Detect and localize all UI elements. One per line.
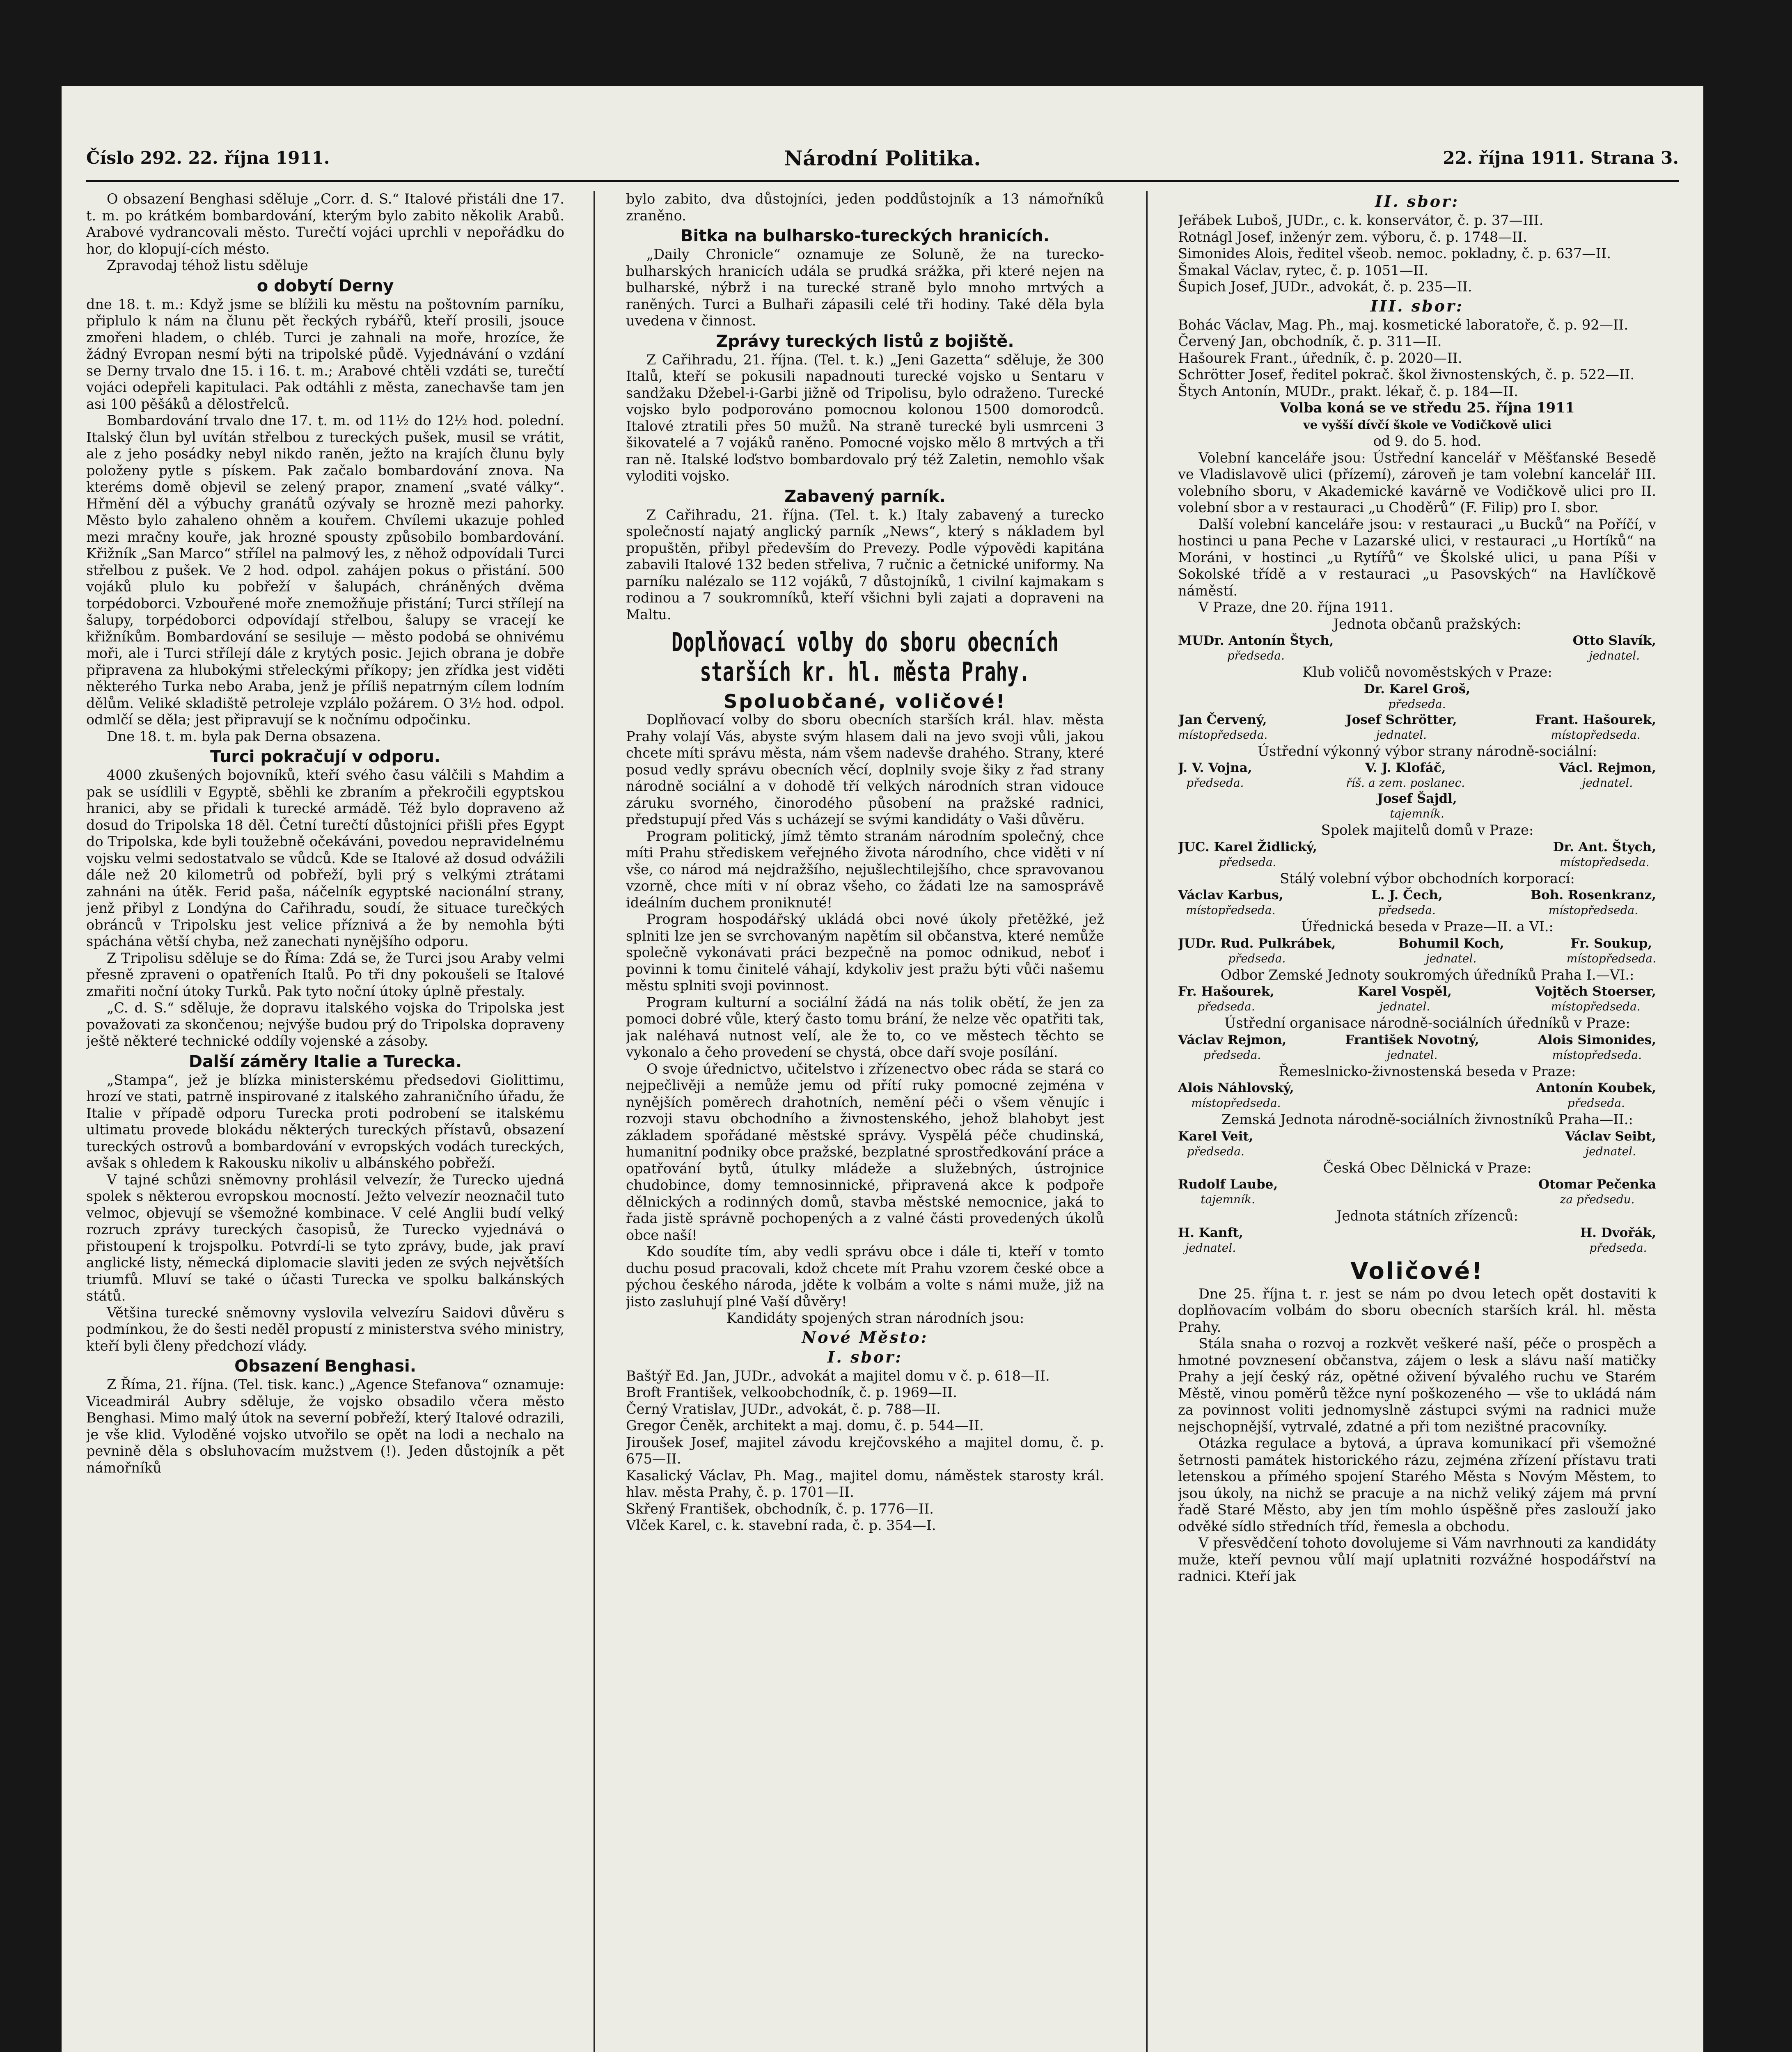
candidate: Šmakal Václav, rytec, č. p. 1051—II.: [1178, 262, 1429, 278]
paragraph: Program politický, jímž těmto stranám národním společný, chce míti Prahu střediskem veřejného života národního, chce viděti v ní vše, co národ má nejdražšího, nejušlechtilejšího, chce spravovanou vzorně, chce míti v ní obraz všeho, co žádati lze na samosprávě ideálním duchem proniknuté!: [626, 828, 1104, 911]
candidate: Simonides Alois, ředitel všeob. nemoc. pokladny, č. p. 637—II.: [1178, 245, 1611, 261]
paragraph: Kandidáty spojených stran národních jsou:: [726, 1310, 1024, 1326]
signatures: [1178, 633, 1656, 663]
paragraph: Další volební kanceláře jsou: v restauraci „u Bucků“ na Poříčí, v hostinci u pana Peche v Lazarské ulici, v restauraci „u Hortíků“ na Moráni, v hostinci „u Rytířů“ ve Školské ulici, u pana Píši v Sokolské třídě a v restauraci „u Pasovských“ na Havlíčkově náměstí.: [1178, 516, 1656, 599]
org-name: Zemská Jednota národně-sociálních živnostníků Praha—II.:: [1221, 1111, 1633, 1127]
paragraph: bylo zabito, dva důstojníci, jeden poddůstojník a 13 námořníků zraněno.: [626, 191, 1104, 224]
election-hours: od 9. do 5. hod.: [1373, 433, 1482, 449]
signatures: [1178, 1129, 1656, 1159]
paragraph: Většina turecké sněmovny vyslovila velvezíru Saidovi důvěru s podmínkou, že do šesti neděl propustí z ministerstva svého ministry, kteří byli členy předchozí vlády.: [86, 1304, 564, 1354]
heading-zpravy: Zprávy tureckých listů z bojiště.: [716, 332, 1014, 351]
signatory: Otto Slavík, jednatel.: [1572, 633, 1656, 662]
page-number: 22. října 1911. Strana 3.: [1443, 148, 1679, 168]
signatures: [1178, 712, 1656, 742]
paragraph: O svoje úřednictvo, učitelstvo i zřízenectvo obec ráda se stará co nejpečlivěji a nemůže jemu od přítí ruky pomocné zejména v nynějších poměrech drahotních, nemění péči o všem věnujíc i rozvoji stavu obchodního a živnostenského, jehož blahobyt jest základem spořádané městské správy. Vyspělá péče chudinská, humanitní podniky obce pražské, bezplatné sprostředkování práce a opatřování bytů, útulky mládeže a služebných, ústrojnice chudobince, domy temnosinnické, připravená akce k podpoře dělnických a rodinných domů, stavba městské nemocnice, jaká to řada jistě správně pochopených a z valné části provedených úkolů obce naší!: [626, 1060, 1104, 1243]
column-divider: [1146, 191, 1148, 2052]
paragraph: Program hospodářský ukládá obci nové úkoly přetěžké, jež splniti lze jen se svrchovaným napětím sil občanstva, které nemůže společně vykonávati práci bezpečně na pomoc odnikud, neboť i povinni k tomu činitelé váhají, kdykoliv jest pražu býti vůči našemu městu splniti svoji povinnost.: [626, 911, 1104, 994]
paragraph: Doplňovací volby do sboru obecních starších král. hlav. města Prahy volají Vás, abyste svým hlasem dali na jevo svoji vůli, jakou chcete míti správu města, nám všem nadevše drahého. Strany, které posud vedly správu obecních věcí, doplnily svoje šiky z řad strany národně sociální a v dohodě tří velkých národních stran vidouce záruku svorného, činorodého působení na pražské radnici, předstupují před Vás s ucházejí se svými kandidáty o Vaši důvěru.: [626, 712, 1104, 827]
signatory: Otomar Pečenka za předsedu.: [1538, 1177, 1656, 1206]
signatory: Frant. Hašourek, místopředseda.: [1535, 712, 1656, 742]
signatures: [1178, 840, 1656, 870]
org-name: Jednota občanů pražských:: [1333, 616, 1522, 632]
candidate: Černý Vratislav, JUDr., advokát, č. p. 788—II.: [626, 1401, 941, 1417]
org-name: Stálý volební výbor obchodních korporací:: [1280, 870, 1575, 886]
heading-sbor-1: I. sbor:: [827, 1347, 903, 1366]
paragraph: Dne 25. října t. r. jest se nám po dvou letech opět dostaviti k doplňovacím volbám do sboru obecních starších král. hl. města Prahy.: [1178, 1285, 1656, 1335]
candidate: Jiroušek Josef, majitel závodu krejčovského a majitel domu, č. p. 675—II.: [626, 1434, 1104, 1467]
signatory: Jan Červený, místopředseda.: [1178, 712, 1268, 742]
paragraph: Z Tripolisu sděluje se do Říma: Zdá se, že Turci jsou Araby velmi přesně zpraveni o opatřeních Italů. Po tři dny pokoušeli se Italové zmařiti noční útoky Turků. Pak tyto noční útoky úplně přestaly.: [86, 950, 564, 999]
candidate: Jeřábek Luboš, JUDr., c. k. konservátor, č. p. 37—III.: [1178, 212, 1544, 228]
signatory: Václav Karbus, místopředseda.: [1178, 888, 1283, 917]
heading-sbor-3: III. sbor:: [1370, 296, 1464, 315]
signatory: JUDr. Rud. Pulkrábek, předseda.: [1178, 936, 1336, 965]
signatory: František Novotný, jednatel.: [1345, 1032, 1479, 1062]
org-name: Česká Obec Dělnická v Praze:: [1323, 1159, 1532, 1176]
org-name: Jednota státních zřízenců:: [1336, 1208, 1518, 1224]
paragraph: „Stampa“, jež je blízka ministerskému předsedovi Giolittimu, hrozí ve stati, patrně inspirované z italského zahraničního úřadu, že Italie v případě odporu Turecka proti podrobení se italskému ultimatu provede blokádu některých tureckých přístavů, obsazení tureckých ostrovů a bombardování v evropských vodách tureckých, avšak s ohledem k Rakousku nikoliv u albánského pobřeží.: [86, 1072, 564, 1171]
signatory: Fr. Hašourek, předseda.: [1178, 984, 1274, 1013]
column-3: [1178, 191, 1656, 2052]
org-name: Klub voličů novoměstských v Praze:: [1302, 664, 1552, 680]
page-header: [86, 148, 1679, 181]
signatures: [1178, 936, 1656, 966]
candidate: Rotnágl Josef, inženýr zem. výboru, č. p. 1748—II.: [1178, 229, 1527, 245]
signatory: Václav Seibt, jednatel.: [1565, 1129, 1656, 1158]
header-rule: [86, 180, 1679, 182]
paragraph: V přesvědčení tohoto dovolujeme si Vám navrhnouti za kandidáty muže, kteří pevnou vůlí mají uplatniti rozvážné hospodářství na radnici. Kteří jak: [1178, 1535, 1656, 1584]
paragraph: Z Cařihradu, 21. října. (Tel. t. k.) Italy zabavený a turecko společností najatý anglický parník „News“, který s nákladem byl propuštěn, přibyl především do Prevezy. Podle výpovědi kapitána zabavili Italové 132 beden střeliva, 7 ručnic a četnické uniformy. Na parníku nalézalo se 112 vojáků, 7 důstojníků, 1 civilní kajmakam s rodinou a 7 soukromníků, kteří všichni byli zajati a dopraveni na Maltu.: [626, 506, 1104, 623]
paragraph: Dne 18. t. m. byla pak Derna obsazena.: [107, 728, 381, 744]
candidate: Štych Antonín, MUDr., prakt. lékař, č. p. 184—II.: [1178, 383, 1518, 399]
heading-sbor-2: II. sbor:: [1375, 192, 1460, 211]
org-name: Ústřední výkonný výbor strany národně-sociální:: [1257, 743, 1597, 759]
heading-zamery: Další záměry Italie a Turecka.: [188, 1052, 462, 1071]
election-date: Volba koná se ve středu 25. října 1911: [1280, 400, 1575, 416]
paragraph: Z Cařihradu, 21. října. (Tel. t. k.) „Jeni Gazetta“ sděluje, že 300 Italů, kteří se pokusili napadnouti turecké vojsko u Sentaru v sandžaku Džebel-i-Garbi jižně od Tripolisu, bylo odraženo. Turecké vojsko bylo podporováno pomocnou kolonou 1500 domorodců. Italové ztratili přes 50 mužů. Na straně turecké byli usmrceni 3 šikovatelé a 7 vojáků raněno. Pomocné vojsko mělo 8 mrtvých a tři ran ně. Italské loďstvo bombardovalo prý též Zaletin, nemohlo však vyloditi vojsko.: [626, 351, 1104, 484]
signatory: Bohumil Koch, jednatel.: [1398, 936, 1504, 965]
signatory: H. Kanft, jednatel.: [1178, 1225, 1243, 1255]
candidate: Broft František, velkoobchodník, č. p. 1969—II.: [626, 1384, 957, 1400]
signatures: [1178, 1033, 1656, 1063]
paragraph: „C. d. S.“ sděluje, že dopravu italského vojska do Tripolska jest považovati za skončenou; nejvýše budou prý do Tripolska dopraveny ještě některé technické oddíly vojenské a zásoby.: [86, 1000, 564, 1049]
signatory: Dr. Ant. Štych, místopředseda.: [1553, 839, 1656, 869]
candidate: Vlček Karel, c. k. stavební rada, č. p. 354—I.: [626, 1517, 936, 1533]
signatory: Václav Rejmon, předseda.: [1178, 1032, 1287, 1062]
signatures: [1178, 760, 1656, 790]
paragraph: 4000 zkušených bojovníků, kteří svého času válčili s Mahdim a pak se usídlili v Egyptě, sběhli ke zbraním a překročili egyptskou hranici, aby se přidali k turecké armádě. Též bylo dopraveno až dosud do Tripolska 18 děl. Četní turečtí důstojníci přišli přes Egypt do Tripolska, kde byli toužebně očekáváni, povedou nepravidelnému vojsku velmi sedostatvalo se vůdců. Kde se Italové až dosud odvážili dále než 20 kilometrů od pobřeží, byli prý s velkými ztrátami zahnáni na útěk. Ferid paša, náčelník egyptské nacionální strany, jenž přibyl z Londýna do Cařihradu, soudí, že situace turečkých obránců v Tripolsku jest velice příznivá a že by nemohla býti spáchána větší chyba, než zanechati nynějšího odporu.: [86, 767, 564, 949]
signatory: Fr. Soukup, místopředseda.: [1566, 936, 1656, 965]
paragraph: Program kulturní a sociální žádá na nás tolik obětí, že jen za pomoci dobré vůle, který často tomu brání, že nelze věc opatřiti tak, jak naléhavá nutnost velí, ale že to, co ve městech těchto se vykonalo a čeho provedení se chystá, obce daří svoje posílání.: [626, 994, 1104, 1060]
signatory: Josef Schrötter, jednatel.: [1345, 712, 1457, 742]
heading-nove-mesto: Nové Město:: [802, 1328, 928, 1347]
signatory: L. J. Čech, předseda.: [1371, 888, 1443, 917]
org-name: Odbor Zemské Jednoty soukromých úředníků Praha I.—VI.:: [1220, 966, 1634, 983]
signatory: MUDr. Antonín Štych, předseda.: [1178, 633, 1334, 662]
signatures: [1178, 1177, 1656, 1207]
column-2: [626, 191, 1104, 2052]
org-name: Ústřední organisace národně-sociálních úředníků v Praze:: [1224, 1015, 1630, 1031]
paragraph: Otázka regulace a bytová, a úprava komunikací při všemožné šetrnosti památek historického rázu, zejména zřízení přístavu trati letenskou a přímého spojení Starého Města s Novým Městem, to jsou úkoly, na nichž se pracuje a na nichž veliký zájem má první řadě Staré Město, aby jen tím mohlo úspěšně přes zaslouží jako odvěké sídlo středních tříd, řemesla a obchodu.: [1178, 1435, 1656, 1534]
candidate: Hašourek Frant., úředník, č. p. 2020—II.: [1178, 350, 1462, 366]
signatory: Karel Vospěl, jednatel.: [1358, 984, 1452, 1013]
org-name: Řemeslnicko-živnostenská beseda v Praze:: [1279, 1063, 1576, 1079]
signatures: [1178, 888, 1656, 918]
heading-bitka: Bitka na bulharsko-tureckých hranicích.: [681, 227, 1050, 245]
signatures: [1178, 1225, 1656, 1255]
signatory: Alois Náhlovský, místopředseda.: [1178, 1081, 1294, 1110]
signatures: [1178, 682, 1656, 712]
heading-parnik: Zabavený parník.: [784, 487, 946, 506]
signatory: Karel Veit, předseda.: [1178, 1129, 1253, 1158]
heading-volby: Doplňovací volby do sboru obecních starších kr. hl. města Prahy.: [671, 628, 1059, 687]
signatory: Vojtěch Stoerser, místopředseda.: [1535, 984, 1656, 1013]
signatory: Alois Simonides, místopředseda.: [1538, 1032, 1656, 1062]
paragraph: Volební kanceláře jsou: Ústřední kancelář v Měšťanské Besedě ve Vladislavově ulici (přízemí), zároveň je tam volební kancelář III. volebního sboru, v Akademické kavárně ve Vodičkově ulici pro II. volební sbor a v restauraci „u Choděrů“ (F. Filip) pro I. sbor.: [1178, 449, 1656, 515]
heading-volicove: Voličové!: [1350, 1257, 1484, 1285]
candidate: Šupich Josef, JUDr., advokát, č. p. 235—II.: [1178, 279, 1472, 295]
candidate: Bohác Václav, Mag. Ph., maj. kosmetické laboratoře, č. p. 92—II.: [1178, 316, 1629, 333]
signatory: Antonín Koubek, předseda.: [1536, 1081, 1656, 1110]
candidate: Baštýř Ed. Jan, JUDr., advokát a majitel domu v č. p. 618—II.: [626, 1367, 1050, 1384]
paragraph: O obsazení Benghasi sděluje „Corr. d. S.“ Italové přistáli dne 17. t. m. po krátkém bombardování, kterým bylo zabito několik Arabů. Arabové vydrancovali město. Turečtí vojáci uprchli v nepořádku do hor, do klopují-cích mésto.: [86, 191, 564, 257]
org-name: Spolek majitelů domů v Praze:: [1321, 822, 1534, 838]
signatures: [1178, 791, 1656, 821]
heading-spoluobcane: Spoluobčané, voličové!: [724, 690, 1006, 712]
signatory: V. J. Klofáč, říš. a zem. poslanec.: [1346, 760, 1465, 790]
paragraph: Z Říma, 21. října. (Tel. tisk. kanc.) „Agence Stefanova“ oznamuje: Viceadmirál Aubry sděluje, že vojsko obsadilo včera město Benghasi. Mimo malý útok na severní pobřeží, který Italové odrazili, je vše klid. Vyloděné vojsko utvořilo se opět na lodi a nechalo na pevnině děla s obsluhovacím mužstvem (!). Jeden důstojník a pět námořníků: [86, 1376, 564, 1476]
paragraph: Bombardování trvalo dne 17. t. m. od 11½ do 12½ hod. polední. Italský člun byl uvítán střelbou z tureckých pušek, musil se vrátit, ale z jeho posádky nebyl nikdo raněn, ježto na krajích člunu byly položeny pytle s pískem. Pak začalo bombardování znova. Na kteréms domě objevil se zelený prapor, znamení „svaté války“. Hřmění děl a výbuchy granátů ozývaly se hrozně mezi pahorky. Město bylo zahaleno ohněm a kouřem. Chvílemi ukazuje pohled mezi mračny kouře, jak hrozné spousty způsobilo bombardování. Křižník „San Marco“ střílel na palmový les, z něhož odpovídali Turci střelbou z pušek. Ve 2 hod. odpol. zahájen pokus o přistání. 500 vojáků plulo ku pobřeží v šalupách, chráněných dvěma torpédoborci. Vzbouřené moře znemožňuje přistání; Turci střílejí na šalupy, torpédoborci odpovídají střelbou, šalupy se vracejí ke křižníkům. Bombardování se sesiluje — město podobá se ohnivému moři, ale i Turci střílejí dále z krytých posic. Jejich obrana je dobře připravena za hlubokými střeleckými příkopy; jen zřídka jest viděti některého Turka nebo Araba, jenž je příliš nepatrným cílem lodním dělům. Veliké skladiště petroleje vzplálo požárem. O 3½ hod. odpol. odmlčí se děla; jest připravují se k nočnímu odpočinku.: [86, 412, 564, 728]
column-divider: [594, 191, 595, 2052]
heading-turci: Turci pokračují v odporu.: [210, 747, 441, 766]
issue-number: Číslo 292. 22. října 1911.: [86, 148, 330, 168]
signatory: Dr. Karel Groš, předseda.: [1363, 681, 1471, 711]
candidate: Červený Jan, obchodník, č. p. 311—II.: [1178, 333, 1442, 349]
paragraph: Zpravodaj téhož listu sděluje: [107, 257, 308, 273]
candidate: Skřený František, obchodník, č. p. 1776—II.: [626, 1500, 934, 1517]
candidate: Gregor Čeněk, architekt a maj. domu, č. p. 544—II.: [626, 1418, 984, 1434]
paragraph: „Daily Chronicle“ oznamuje ze Soluně, že na turecko-bulharských hranicích udála se prudká srážka, při které nejen na bulharské, nýbrž i na turecké straně bylo mnoho mrtvých a raněných. Turci a Bulhaři zápasili celé tři hodiny. Také děla byla uvedena v činnost.: [626, 246, 1104, 329]
signatory: J. V. Vojna, předseda.: [1178, 760, 1252, 790]
candidate: Schrötter Josef, ředitel pokrač. škol živnostenských, č. p. 522—II.: [1178, 366, 1635, 382]
paragraph: Stála snaha o rozvoj a rozkvět veškeré naší, péče o prospěch a hmotné povznesení občanstva, zájem o lesk a slávu naší matičky Prahy a její český ráz, opětné oživení bývalého ruchu ve Starém Městě, vinou poměrů těžce nyní poškozeného — vše to ukládá nám za povinnost voliti jednomyslně zástupci svými na radnici muže nejschopnější, vytrvalé, zdatné a při tom nezištné pracovníky.: [1178, 1335, 1656, 1435]
signatory: Rudolf Laube, tajemník.: [1178, 1177, 1278, 1206]
newspaper-page: [62, 86, 1703, 2052]
signatory: Václ. Rejmon, jednatel.: [1558, 760, 1656, 790]
candidate: Kasalický Václav, Ph. Mag., majitel domu, náměstek starosty král. hlav. města Prahy, č. p. 1701—II.: [626, 1467, 1104, 1500]
paragraph: Kdo soudíte tím, aby vedli správu obce i dále ti, kteří v tomto duchu posud pracovali, kdož chcete mít Prahu vzorem české obce a pýchou českého národa, jděte k volbám a volte s námi muže, již na jisto zasluhují plné Vaší důvěry!: [626, 1244, 1104, 1310]
signatory: Boh. Rosenkranz, místopředseda.: [1530, 888, 1656, 917]
paragraph: V tajné schůzi sněmovny prohlásil velvezír, že Turecko ujedná spolek s některou evropskou mocností. Ježto velvezír neoznačil tuto velmoc, objevují se všemožné kombinace. V celé Anglii budí velký rozruch zprávy tureckých časopisů, že Turecko vyjednává o přistoupení k trojspolku. Potvrdí-li se tyto zprávy, bude, jak praví anglické listy, německá diplomacie slaviti jeden ze svých největších triumfů. Mluví se také o účasti Turecka ve spolku balkánských států.: [86, 1171, 564, 1304]
signatory: Josef Šajdl, tajemník.: [1377, 791, 1457, 820]
signatory: H. Dvořák, předseda.: [1580, 1225, 1656, 1255]
election-place: ve vyšší dívčí škole ve Vodičkově ulici: [1303, 417, 1552, 432]
paragraph: V Praze, dne 20. října 1911.: [1198, 599, 1393, 615]
heading-derna: o dobytí Derny: [257, 276, 394, 295]
paragraph: dne 18. t. m.: Když jsme se blížili ku městu na poštovním parníku, připlulo k nám na člunu pět řeckých rybářů, kteří prosili, jsouce zmořeni hladem, o chléb. Turci je zahnali na moře, hrozíce, že žádný Evropan nesmí býti na tripolské půdě. Vyjednávání o vzdání se Derny trvalo dne 15. i 16. t. m.; Arabové chtěli vzdáti se, turečtí vojáci odepřeli kapitulaci. Pak odtáhli z města, zanechavše tam jen asi 100 pěšáků a dělostřelců.: [86, 296, 564, 412]
heading-benghasi: Obsazení Benghasi.: [234, 1357, 416, 1376]
column-1: [86, 191, 564, 2052]
signatures: [1178, 984, 1656, 1014]
org-name: Úřednická beseda v Praze—II. a VI.:: [1301, 918, 1554, 934]
signatory: JUC. Karel Židlický, předseda.: [1178, 839, 1317, 869]
signatures: [1178, 1081, 1656, 1111]
newspaper-title: Národní Politika.: [784, 146, 981, 170]
